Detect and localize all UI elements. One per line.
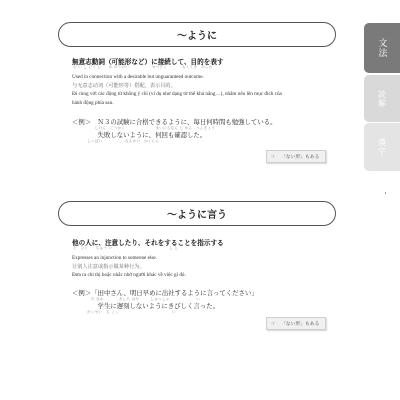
section-2-heading-ruby: た ひと ちゅう い し じ xyxy=(73,246,179,250)
section-1-example-2: 失敗しないように、何回も確認した。 xyxy=(72,131,207,139)
tab-kanji[interactable] xyxy=(364,123,400,171)
section-1-chinese: 与无意志动词（可能形等）搭配，表示目的。 xyxy=(72,83,176,89)
section-2-example-2: 学生に遅刻しないようにきびしく言った。 xyxy=(72,302,219,310)
section-1-vietnamese: Đi cùng với các động từ không ý chí (ví dụ như dạng từ thể khả năng…), nhằm nêu lên mục đích của hành động phía sau. xyxy=(72,91,282,106)
page-dot xyxy=(385,192,387,194)
section-1-example-2-ruby: しっぱい なんかい かくにん xyxy=(72,139,160,143)
section-1-heading: 無意志動詞（可能形など）に接続して、目的を表す xyxy=(72,58,224,66)
pointer-icon: ☞ xyxy=(271,154,276,160)
see-also-negative-form-2[interactable] xyxy=(266,317,326,330)
section-2-vietnamese: Đưa ra chỉ thị hoặc nhắc nhở người khác về việc gì đó. xyxy=(72,272,186,278)
section-2-example-1: ＜例＞「田中さん、明日早めに出社するように言ってください」 xyxy=(72,289,258,297)
tab-grammar-label: 文法 xyxy=(376,38,387,58)
tab-reading-label: 読解 xyxy=(377,89,387,108)
pointer-icon: ☞ xyxy=(271,321,276,327)
section-title-2: 〜ように言う xyxy=(58,201,336,226)
section-1-heading-ruby: む い し どう し か のうけい せつぞく もくてき あらわ xyxy=(73,65,213,69)
section-2-heading: 他の人に、注意したり、それをすることを指示する xyxy=(72,239,224,247)
see-also-label-2: 「ない形」もある xyxy=(281,322,320,327)
tab-kanji-label: 漢字 xyxy=(377,138,387,156)
section-2-example-1-ruby: た なか あした はや しゅっしゃ い xyxy=(72,297,200,301)
section-2-example-2-ruby: がくせい ち こく い xyxy=(72,310,176,314)
section-1-example-1: ＜例＞ Ｎ３の試験に合格できるように、毎日何時間も勉強している。 xyxy=(72,118,277,126)
section-1-english: Used in connection with a desirable but unguaranteed outcome. xyxy=(72,74,204,80)
section-2-chinese: 让别人注意或指示做某种行为。 xyxy=(72,264,145,270)
tab-reading[interactable] xyxy=(364,75,400,122)
see-also-negative-form-1[interactable] xyxy=(266,150,326,163)
section-title-1: 〜ように xyxy=(58,22,336,47)
section-2-english: Expresses an injunction to someone else. xyxy=(72,255,157,261)
tab-grammar[interactable] xyxy=(364,23,400,73)
see-also-label-1: 「ない形」もある xyxy=(281,155,320,160)
section-1-example-1-ruby: しけん ごうかく まいにちなん じ かん べんきょう xyxy=(72,126,216,130)
